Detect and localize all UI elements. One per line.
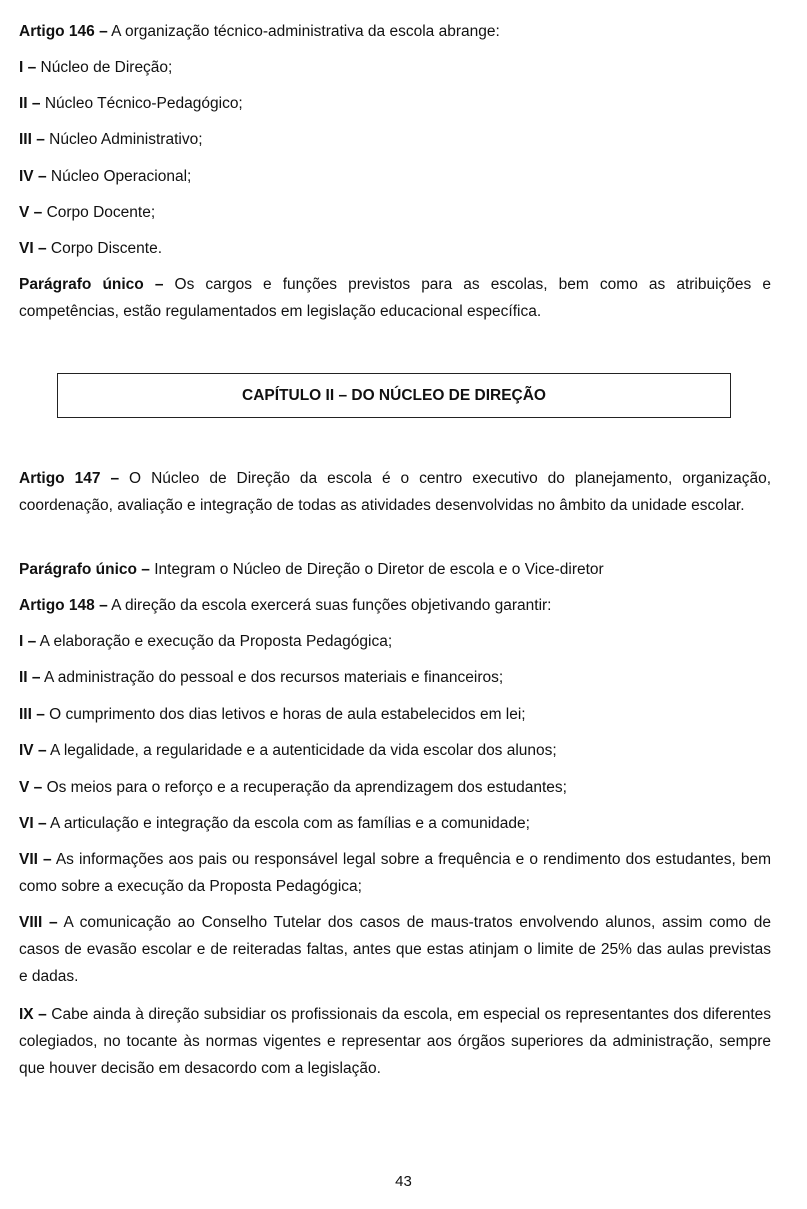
- art146-item-5: [19, 203, 771, 223]
- art148-label: Artigo 148 –: [19, 597, 108, 614]
- item-text: Cabe ainda à direção subsidiar os profissionais da escola, em especial os representantes dos diferentes colegiados, no tocante às normas vigentes e representar aos órgãos superiores da administração, sempre que houver decisão em desacordo com a legislação.: [19, 1006, 771, 1077]
- item-text: A legalidade, a regularidade e a autenticidade da vida escolar dos alunos;: [46, 742, 557, 759]
- item-number: IX –: [19, 1006, 47, 1023]
- art148-item-1: [19, 632, 771, 652]
- item-text: A comunicação ao Conselho Tutelar dos casos de maus-tratos envolvendo alunos, assim como de casos de evasão escolar e de reiteradas faltas, antes que estas atinjam o limite de 25% das aulas previstas e dadas.: [19, 914, 771, 985]
- paragraph-label: Parágrafo único –: [19, 561, 150, 578]
- art146-item-1: [19, 58, 771, 78]
- item-number: VI –: [19, 240, 47, 257]
- item-number: IV –: [19, 742, 47, 759]
- art147-paragraph: [19, 465, 771, 519]
- item-text: Corpo Discente.: [46, 240, 163, 257]
- art148-text: A direção da escola exercerá suas funções objetivando garantir:: [107, 597, 552, 614]
- item-number: III –: [19, 706, 45, 723]
- item-number: V –: [19, 204, 43, 221]
- item-text: Corpo Docente;: [42, 204, 156, 221]
- art148-item-3: [19, 705, 771, 725]
- art148-item-6: [19, 814, 771, 834]
- art147-sole-paragraph: [19, 560, 771, 580]
- art146-item-6: [19, 239, 771, 259]
- item-number: IV –: [19, 168, 47, 185]
- paragraph-label: Parágrafo único –: [19, 276, 164, 293]
- art146-item-2: [19, 94, 771, 114]
- art148-item-9: [19, 1001, 771, 1082]
- chapter-heading-box: [57, 373, 731, 418]
- item-number: VI –: [19, 815, 47, 832]
- art146-text: A organização técnico-administrativa da escola abrange:: [107, 23, 500, 40]
- art148-item-7: [19, 846, 771, 900]
- item-text: Núcleo Operacional;: [46, 168, 192, 185]
- item-number: I –: [19, 633, 37, 650]
- item-number: I –: [19, 59, 37, 76]
- art148-item-5: [19, 778, 771, 798]
- art146-item-3: [19, 130, 771, 150]
- item-number: VII –: [19, 851, 52, 868]
- item-number: V –: [19, 779, 43, 796]
- art148-item-8: [19, 909, 771, 990]
- art148-item-2: [19, 668, 771, 688]
- item-text: Núcleo Administrativo;: [44, 131, 203, 148]
- art147-label: Artigo 147 –: [19, 470, 120, 487]
- item-text: Os meios para o reforço e a recuperação da aprendizagem dos estudantes;: [42, 779, 567, 796]
- item-number: III –: [19, 131, 45, 148]
- paragraph-text: Integram o Núcleo de Direção o Diretor de escola e o Vice-diretor: [149, 561, 604, 578]
- item-text: Núcleo Técnico-Pedagógico;: [40, 95, 243, 112]
- art146-paragraph: [19, 271, 771, 325]
- item-number: II –: [19, 669, 41, 686]
- item-number: II –: [19, 95, 41, 112]
- paragraph-text: Os cargos e funções previstos para as escolas, bem como as atribuições e competências, estão regulamentados em legislação educacional específica.: [19, 276, 771, 320]
- item-text: A articulação e integração da escola com as famílias e a comunidade;: [46, 815, 530, 832]
- art148-heading: [19, 596, 771, 616]
- chapter-title: CAPÍTULO II – DO NÚCLEO DE DIREÇÃO: [242, 386, 546, 404]
- art147-text: O Núcleo de Direção da escola é o centro executivo do planejamento, organização, coordenação, avaliação e integração de todas as atividades desenvolvidas no âmbito da unidade escolar.: [19, 470, 771, 514]
- item-text: A administração do pessoal e dos recursos materiais e financeiros;: [40, 669, 504, 686]
- art146-item-4: [19, 167, 771, 187]
- page-number: 43: [395, 1173, 412, 1190]
- item-text: Núcleo de Direção;: [36, 59, 173, 76]
- art148-item-4: [19, 741, 771, 761]
- item-number: VIII –: [19, 914, 58, 931]
- art146-heading: [19, 22, 771, 42]
- item-text: As informações aos pais ou responsável legal sobre a frequência e o rendimento dos estudantes, bem como sobre a execução da Proposta Pedagógica;: [19, 851, 771, 895]
- art146-label: Artigo 146 –: [19, 23, 108, 40]
- item-text: O cumprimento dos dias letivos e horas de aula estabelecidos em lei;: [44, 706, 526, 723]
- item-text: A elaboração e execução da Proposta Pedagógica;: [36, 633, 393, 650]
